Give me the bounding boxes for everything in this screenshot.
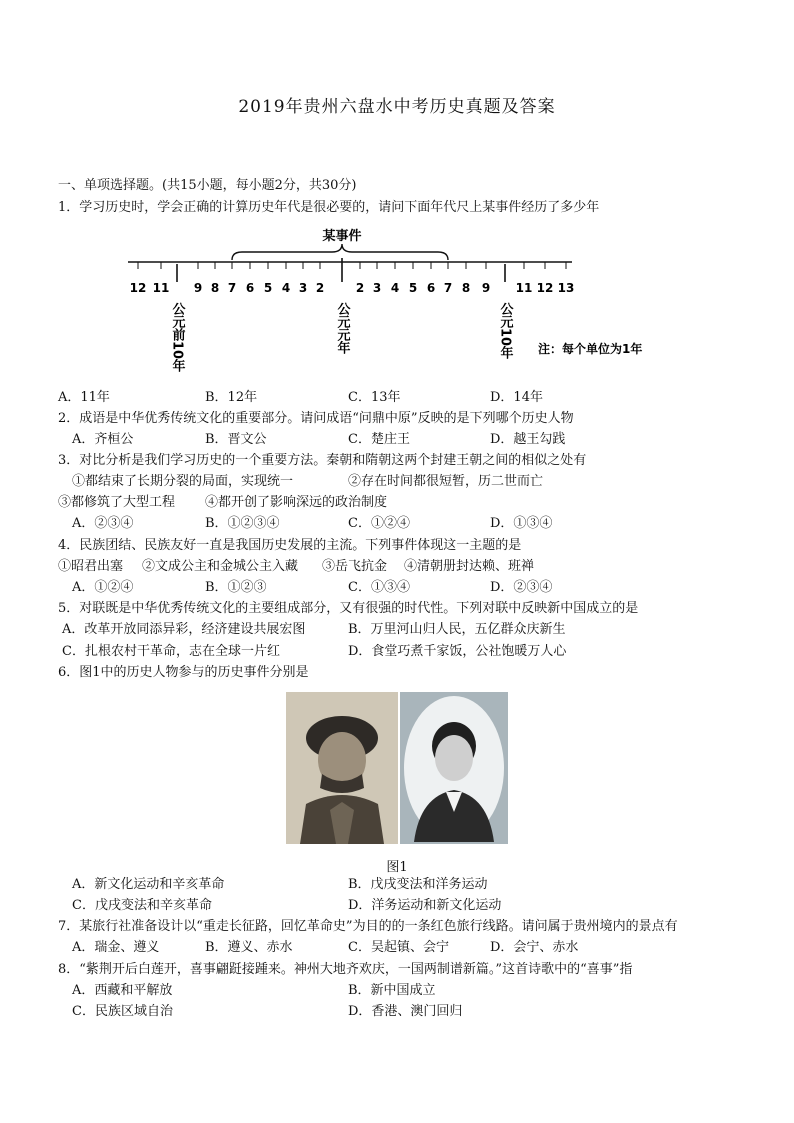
- q1-option-a: A．11年: [58, 390, 110, 405]
- question-1-stem: 1．学习历史时，学会正确的计算历史年代是很必要的，请问下面年代尺上某事件经历了多少年: [58, 200, 600, 215]
- question-4-stem: 4．民族团结、民族友好一直是我国历史发展的主流。下列事件体现这一主题的是: [58, 538, 522, 553]
- portrait-left: [286, 692, 398, 844]
- question-3-stem: 3．对比分析是我们学习历史的一个重要方法。秦朝和隋朝这两个封建王朝之间的相似之处有: [58, 453, 587, 468]
- tick-label: 12: [536, 281, 554, 295]
- q5-option-c: C．扎根农村干革命，志在全球一片红: [62, 644, 280, 659]
- event-label: 某事件: [322, 229, 362, 244]
- q4-option-b: B．①②③: [205, 580, 267, 595]
- q4-item-1: ①昭君出塞: [58, 559, 124, 574]
- tick-label: 9: [481, 281, 491, 295]
- q3-option-d: D．①③④: [490, 516, 553, 531]
- tick-label: 3: [372, 281, 382, 295]
- q6-option-a: A．新文化运动和辛亥革命: [72, 877, 225, 892]
- tick-label: 5: [408, 281, 418, 295]
- q3-item-1: ①都结束了长期分裂的局面，实现统一: [72, 474, 294, 489]
- q1-option-c: C．13年: [348, 390, 401, 405]
- event-brace: [232, 244, 448, 260]
- marker-bc10-label: 公元前10年: [169, 302, 185, 373]
- question-6-stem: 6．图1中的历史人物参与的历史事件分别是: [58, 665, 309, 680]
- timeline-ticks: [138, 262, 566, 269]
- q3-option-a: A．②③④: [72, 516, 134, 531]
- q1-option-d: D．14年: [490, 390, 543, 405]
- question-8-stem: 8．“紫荆开后白莲开，喜事翩跹接踵来。神州大地齐欢庆，一国两制谱新篇。”这首诗歌中的“喜事”指: [58, 962, 633, 977]
- question-2-stem: 2．成语是中华优秀传统文化的重要部分。请问成语“问鼎中原”反映的是下列哪个历史人物: [58, 411, 574, 426]
- q8-option-d: D．香港、澳门回归: [348, 1004, 463, 1019]
- q4-option-d: D．②③④: [490, 580, 553, 595]
- q6-option-d: D．洋务运动和新文化运动: [348, 898, 502, 913]
- q7-option-d: D．会宁、赤水: [490, 940, 579, 955]
- tick-label: 12: [129, 281, 147, 295]
- tick-label: 2: [355, 281, 365, 295]
- timeline-note: 注：每个单位为1年: [538, 342, 643, 356]
- q2-option-d: D．越王勾践: [490, 432, 566, 447]
- q4-option-c: C．①③④: [348, 580, 410, 595]
- q3-item-4: ④都开创了影响深远的政治制度: [205, 495, 388, 510]
- question-7-stem: 7．某旅行社准备设计以“重走长征路，回忆革命史”为目的的一条红色旅行线路。请问属于贵州境内的景点有: [58, 919, 678, 934]
- marker-ad0-label: 公元元年: [334, 302, 350, 354]
- tick-label: 4: [281, 281, 291, 295]
- q4-item-2: ②文成公主和金城公主入藏: [142, 559, 299, 574]
- tick-label: 8: [210, 281, 220, 295]
- tick-label: 5: [263, 281, 273, 295]
- tick-label: 7: [443, 281, 453, 295]
- tick-label: 8: [461, 281, 471, 295]
- portrait-right: [400, 692, 508, 844]
- tick-label: 13: [557, 281, 575, 295]
- marker-ad10-label: 公元10年: [497, 302, 513, 360]
- page-title: 2019年贵州六盘水中考历史真题及答案: [238, 97, 556, 117]
- q8-option-b: B．新中国成立: [348, 983, 436, 998]
- tick-label: 4: [390, 281, 400, 295]
- q8-option-c: C．民族区域自治: [72, 1004, 173, 1019]
- q8-option-a: A．西藏和平解放: [72, 983, 173, 998]
- q4-item-4: ④清朝册封达赖、班禅: [404, 559, 535, 574]
- q5-option-d: D．食堂巧煮千家饭，公社饱暖万人心: [348, 644, 567, 659]
- q3-option-c: C．①②④: [348, 516, 410, 531]
- tick-label: 3: [298, 281, 308, 295]
- tick-label: 11: [152, 281, 170, 295]
- q7-option-c: C．吴起镇、会宁: [348, 940, 449, 955]
- q5-option-a: A．改革开放同添异彩，经济建设共展宏图: [62, 622, 306, 637]
- tick-label: 6: [426, 281, 436, 295]
- q4-item-3: ③岳飞抗金: [322, 559, 388, 574]
- q3-option-b: B．①②③④: [205, 516, 280, 531]
- tick-label: 7: [227, 281, 237, 295]
- q2-option-c: C．楚庄王: [348, 432, 410, 447]
- q6-option-b: B．戊戌变法和洋务运动: [348, 877, 488, 892]
- q2-option-b: B．晋文公: [205, 432, 267, 447]
- q2-option-a: A．齐桓公: [72, 432, 134, 447]
- tick-label: 9: [193, 281, 203, 295]
- q7-option-a: A．瑞金、遵义: [72, 940, 160, 955]
- tick-labels: [130, 281, 575, 295]
- q4-option-a: A．①②④: [72, 580, 134, 595]
- figure-1-caption: 图1: [386, 860, 408, 875]
- q7-option-b: B．遵义、赤水: [205, 940, 293, 955]
- q6-option-c: C．戊戌变法和辛亥革命: [72, 898, 212, 913]
- q5-option-b: B．万里河山归人民，五亿群众庆新生: [348, 622, 566, 637]
- question-5-stem: 5．对联既是中华优秀传统文化的主要组成部分，又有很强的时代性。下列对联中反映新中国成立的是: [58, 601, 639, 616]
- tick-label: 2: [315, 281, 325, 295]
- q1-option-b: B．12年: [205, 390, 258, 405]
- tick-label: 6: [245, 281, 255, 295]
- q3-item-3: ③都修筑了大型工程: [58, 495, 176, 510]
- timeline-figure: [120, 224, 680, 384]
- tick-label: 11: [515, 281, 533, 295]
- section-heading: 一、单项选择题。(共15小题，每小题2分，共30分): [58, 178, 357, 193]
- q3-item-2: ②存在时间都很短暂，历二世而亡: [348, 474, 544, 489]
